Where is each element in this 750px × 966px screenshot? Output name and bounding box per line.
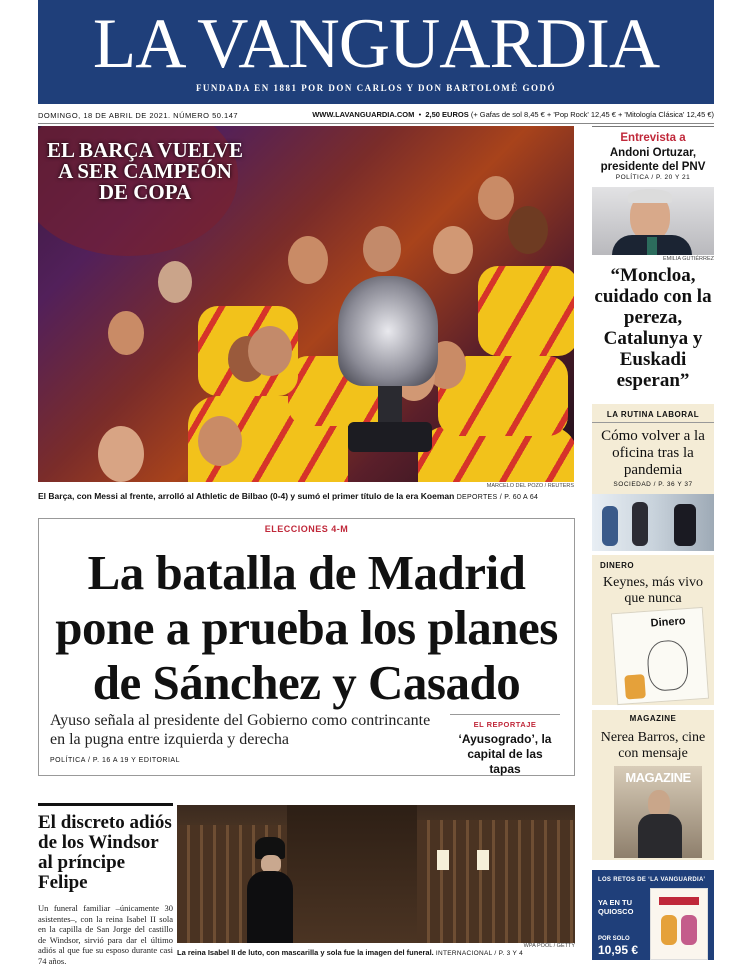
main-headline[interactable]: La batalla de Madrid pone a prueba los planes de Sánchez y Casado [55,545,558,710]
main-deck: Ayuso señala al presidente del Gobierno como contrincante en la pugna entre izquierda y derecha [50,712,431,748]
retos-price-label: POR SOLO [598,936,630,942]
magazine-headline[interactable]: Nerea Barros, cine con mensaje [600,730,706,761]
lead-photo-caption [38,491,578,501]
info-bar [38,108,714,124]
funeral-photo-credit: WPA POOL / GETTY [523,943,575,949]
retos-kicker[interactable]: LOS RETOS DE ‘LA VANGUARDIA’ [598,877,706,883]
dinero-headline[interactable]: Keynes, más vivo que nunca [603,575,703,606]
dinero-box [592,555,714,705]
funeral-photo[interactable] [177,805,575,943]
magazine-cover[interactable] [614,766,702,858]
magazine-logo: MAGAZINE [625,770,691,785]
website-link[interactable]: WWW.LAVANGUARDIA.COM [312,110,415,119]
funeral-caption [177,948,577,957]
funeral-caption-text[interactable]: La reina Isabel II de luto, con mascarilla y sola fue la imagen del funeral. [177,948,434,957]
founded-line: FUNDADA EN 1881 POR DON CARLOS Y DON BARTOLOMÉ GODÓ [195,83,557,93]
newspaper-logo[interactable]: LA VANGUARDIA [92,5,660,83]
magazine-box [592,710,714,860]
issue-date: DOMINGO, 18 DE ABRIL DE 2021. NÚMERO 50.147 [38,111,239,120]
interview-name[interactable]: Andoni Ortuzar, presidente del PNV [600,147,706,173]
report-headline[interactable]: ‘Ayusogrado’, la capital de las tapas [458,732,552,776]
dinero-kicker[interactable]: DINERO [600,561,635,570]
retos-kiosk: YA EN TU QUIOSCO [598,898,634,916]
rutina-section[interactable]: SOCIEDAD / P. 36 Y 37 [613,481,693,488]
interview-kicker[interactable]: Entrevista a [620,132,686,144]
cover-price: 2,50 EUROS [425,110,469,119]
lead-caption-section[interactable]: DEPORTES / P. 60 A 64 [456,494,539,501]
windsor-body: Un funeral familiar –únicamente 30 asistentes–, con la reina Isabel II sola en la capilla de San Jorge del castillo de Windsor, sirvió para dar el último adiós al que fue su esposo durante casi 74 años. [38,903,173,966]
main-story-section[interactable]: POLÍTICA / P. 16 A 19 Y EDITORIAL [50,757,180,764]
rutina-divider [592,422,714,423]
dinero-cover[interactable] [611,607,709,705]
rutina-kicker[interactable]: LA RUTINA LABORAL [606,410,700,419]
rutina-headline[interactable]: Cómo volver a la oficina tras la pandemia [601,428,705,478]
report-kicker[interactable]: EL REPORTAJE [473,720,537,729]
retos-book-cover[interactable] [650,888,708,960]
lead-caption-text[interactable]: El Barça, con Messi al frente, arrolló al Athletic de Bilbao (0-4) y sumó el primer título de la era Koeman [38,491,455,501]
rutina-box [592,404,714,494]
report-divider [450,714,560,715]
price-line: WWW.LAVANGUARDIA.COM • 2,50 EUROS (+ Gafas de sol 8,45 € + 'Pop Rock' 12,45 € + 'Mitología Clásica' 12,45 €) [312,110,714,119]
magazine-kicker[interactable]: MAGAZINE [629,714,677,723]
dinero-logo: Dinero [650,615,686,630]
sidebar-top-rule [592,126,714,127]
interview-quote[interactable]: “Moncloa, cuidado con la pereza, Catalunya y Euskadi esperan” [594,265,712,391]
retos-box[interactable] [592,870,714,960]
price-extras: (+ Gafas de sol 8,45 € + 'Pop Rock' 12,45 € + 'Mitología Clásica' 12,45 €) [470,110,714,119]
interview-photo[interactable] [592,187,714,255]
lead-photo-credit: MARCELO DEL POZO / REUTERS [486,483,574,489]
funeral-caption-section[interactable]: INTERNACIONAL / P. 3 Y 4 [435,950,524,957]
windsor-headline[interactable]: El discreto adiós de los Windsor al príncipe Felipe [38,812,172,893]
main-story-kicker[interactable]: ELECCIONES 4-M [264,524,349,534]
retos-price: 10,95 € [598,943,639,957]
office-photo[interactable] [592,494,714,551]
interview-section[interactable]: POLÍTICA / P. 20 Y 21 [615,174,691,181]
lead-photo-title: EL BARÇA VUELVE A SER CAMPEÓN DE COPA [46,138,244,204]
masthead [38,0,714,104]
windsor-rule [38,803,173,806]
interview-photo-credit: EMILIA GUTIÉRREZ [662,256,714,262]
